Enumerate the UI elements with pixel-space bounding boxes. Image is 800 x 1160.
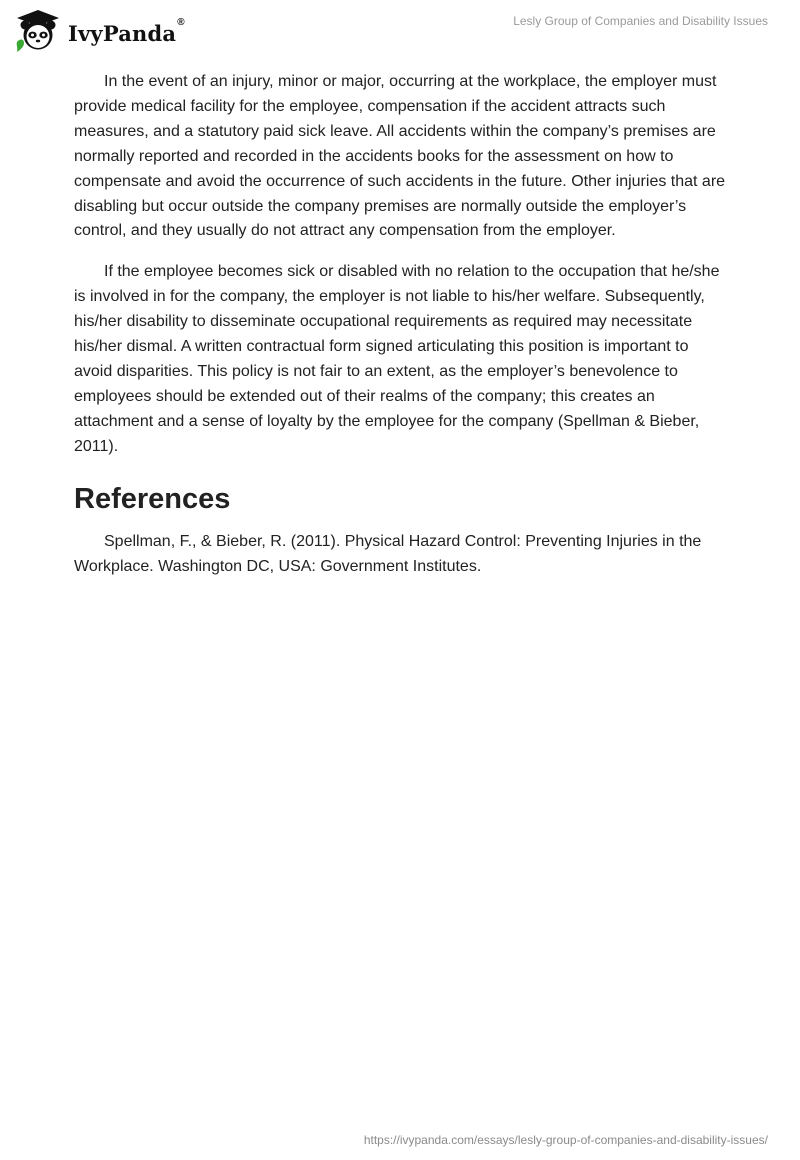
running-title: Lesly Group of Companies and Disability Issues	[513, 14, 768, 28]
ivypanda-logo[interactable]	[14, 8, 185, 56]
document-body	[74, 70, 726, 579]
logo-wordmark	[68, 16, 185, 46]
body-paragraph: If the employee becomes sick or disabled with no relation to the occupation that he/she is involved in for the company, the employer is not liable to his/her welfare. Subsequently, his/her disability to disseminate occupational requirements as required may necessitate his/her dismal. A written contractual form signed articulating this position is important to avoid disparities. This policy is not fair to an extent, as the employer’s benevolence to employees should be extended out of their realms of the company; this creates an attachment and a sense of loyalty by the employee for the company (Spellman & Bieber, 2011).	[74, 263, 720, 455]
registered-mark: ®	[177, 16, 185, 28]
logo-name: IvyPanda	[68, 20, 177, 46]
body-paragraph: In the event of an injury, minor or major, occurring at the workplace, the employer must provide medical facility for the employee, compensation if the accident attracts such measures, and a statutory paid sick leave. All accidents within the company’s premises are normally reported and recorded in the accidents books for the assessment on how to compensate and avoid the occurrence of such accidents in the future. Other injuries that are disabling but occur outside the company premises are normally outside the employer’s control, and they usually do not attract any compensation from the employer.	[74, 73, 726, 240]
panda-graduate-icon	[14, 8, 62, 56]
source-url-link[interactable]: https://ivypanda.com/essays/lesly-group-of-companies-and-disability-issues/	[363, 1133, 768, 1147]
reference-entry: Spellman, F., & Bieber, R. (2011). Physical Hazard Control: Preventing Injuries in the Workplace. Washington DC, USA: Government Institutes.	[74, 532, 702, 575]
page-header	[0, 0, 800, 60]
references-heading: References	[74, 482, 231, 515]
